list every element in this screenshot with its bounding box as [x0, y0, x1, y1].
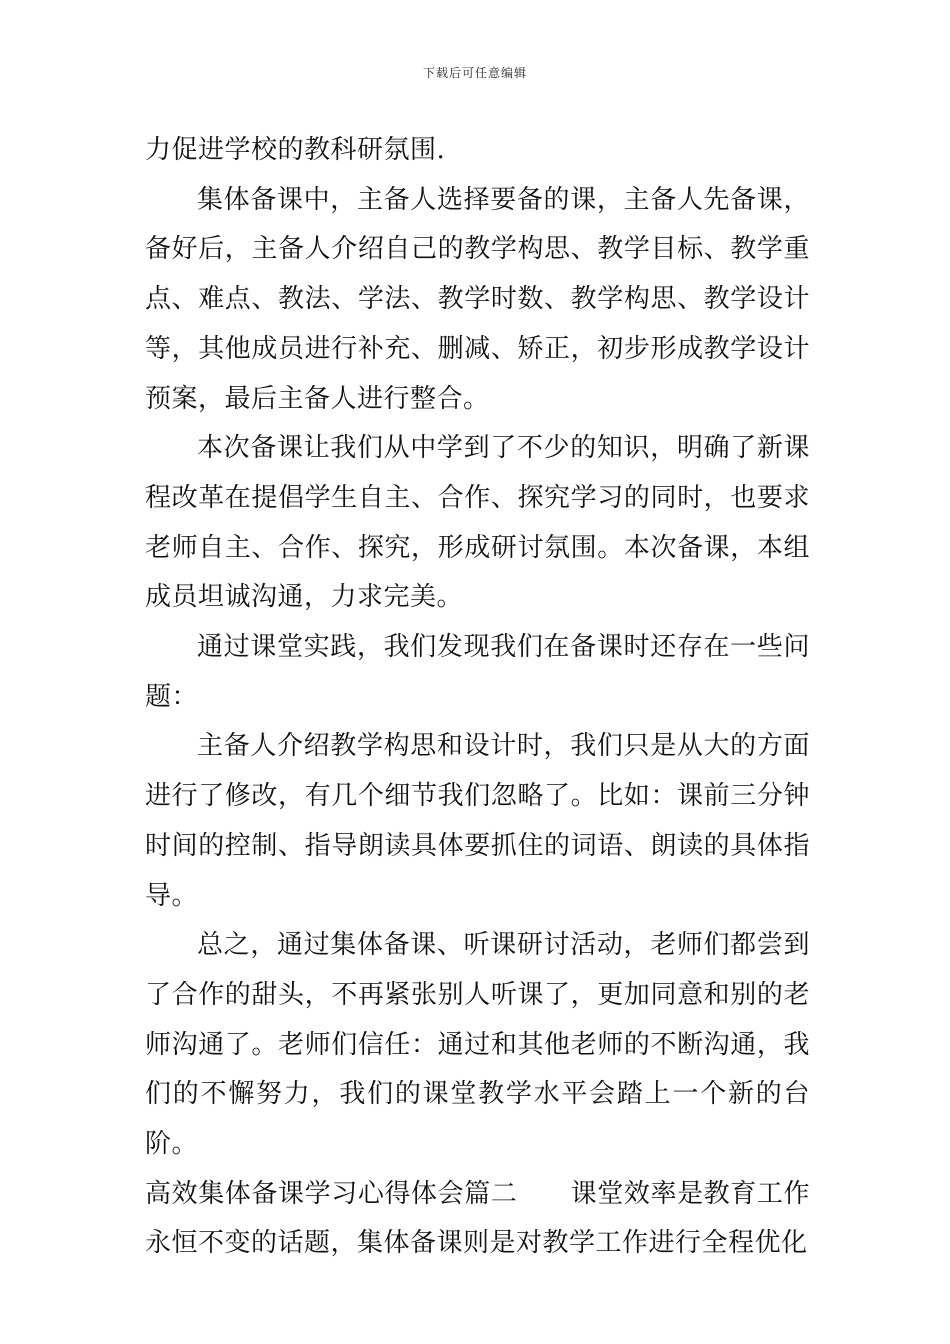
paragraph: 集体备课中，主备人选择要备的课，主备人先备课，备好后，主备人介绍自己的教学构思、教学目标、教学重点、难点、教法、学法、教学时数、教学构思、教学设计等，其他成员进行补充、删减、矫正，初步形成教学设计预案，最后主备人进行整合。 [145, 184, 810, 414]
paragraph: 本次备课让我们从中学到了不少的知识，明确了新课程改革在提倡学生自主、合作、探究学习的同时，也要求老师自主、合作、探究，形成研讨氛围。本次备课，本组成员坦诚沟通，力求完美。 [145, 433, 810, 613]
paragraph: 通过课堂实践，我们发现我们在备课时还存在一些问题： [145, 632, 810, 712]
page-header: 下载后可任意编辑 [422, 66, 527, 80]
paragraph: 主备人介绍教学构思和设计时，我们只是从大的方面进行了修改，有几个细节我们忽略了。比如：课前三分钟时间的控制、指导朗读具体要抓住的词语、朗读的具体指导。 [145, 731, 810, 911]
paragraph: 力促进学校的教科研氛围. [145, 135, 446, 165]
paragraph: 总之，通过集体备课、听课研讨活动，老师们都尝到了合作的甜头，不再紧张别人听课了，更加同意和别的老师沟通了。老师们信任：通过和其他老师的不断沟通，我们的不懈努力，我们的课堂教学水平会踏上一个新的台阶。 [145, 930, 810, 1160]
document-body [145, 126, 810, 1269]
paragraph: 高效集体备课学习心得体会篇二 课堂效率是教育工作永恒不变的话题，集体备课则是对教学工作进行全程优化 [145, 1178, 810, 1259]
